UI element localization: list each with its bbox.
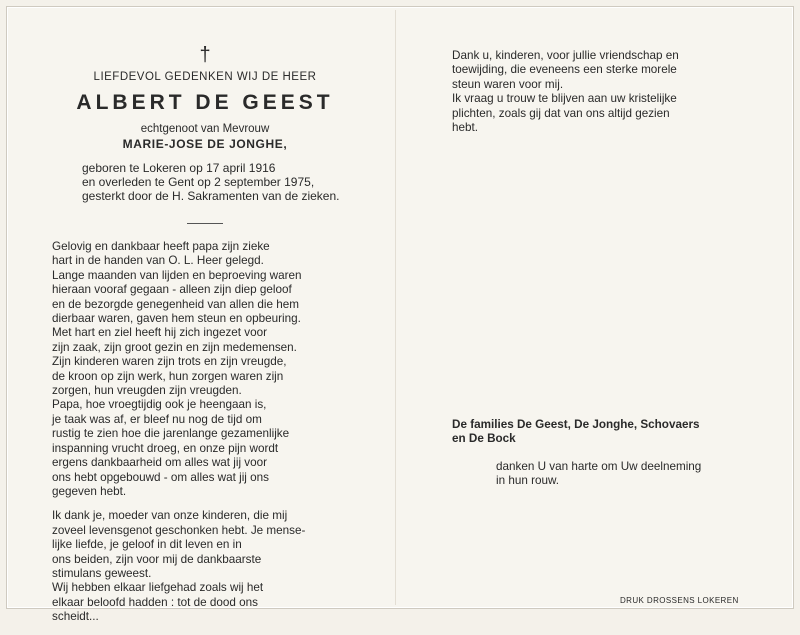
text-line: elkaar beloofd hadden : tot de dood ons: [52, 595, 258, 609]
text-line: De families De Geest, De Jonghe, Schovaers: [452, 418, 700, 431]
sacraments-line: gesterkt door de H. Sakramenten van de zieken.: [82, 189, 340, 203]
text-line: Zijn kinderen waren zijn trots en zijn vreugde,: [52, 355, 287, 369]
families-heading: [452, 418, 782, 447]
printer-imprint: DRUK DROSSENS LOKEREN: [620, 596, 739, 605]
wife-paragraph: [52, 509, 358, 624]
deceased-name: ALBERT DE GEEST: [76, 91, 334, 114]
families-thanks: [496, 460, 786, 489]
text-line: Ik dank je, moeder van onze kinderen, die mij: [52, 509, 288, 523]
text-line: in hun rouw.: [496, 474, 560, 488]
divider: [187, 223, 223, 224]
spouse-name: MARIE-JOSE DE JONGHE,: [122, 137, 288, 151]
text-line: inspanning vrucht droeg, en onze pijn wordt: [52, 441, 279, 455]
text-line: Papa, hoe vroegtijdig ook je heengaan is,: [52, 398, 267, 412]
text-line: danken U van harte om Uw deelneming: [496, 460, 702, 473]
spouse-label: echtgenoot van Mevrouw: [140, 123, 270, 135]
children-thanks: [452, 49, 782, 135]
text-line: Gelovig en dankbaar heeft papa zijn zieke: [52, 240, 270, 253]
text-line: rustig te zien hoe die jarenlange gezamenlijke: [52, 427, 290, 441]
text-line: zijn zaak, zijn groot gezin en zijn medemensen.: [52, 340, 297, 354]
text-line: ergens dankbaarheid om alles wat jij voor: [52, 456, 268, 470]
birth-line: geboren te Lokeren op 17 april 1916: [82, 161, 276, 175]
intro-line: LIEFDEVOL GEDENKEN WIJ DE HEER: [93, 71, 317, 83]
tribute-paragraph: [52, 240, 358, 499]
life-dates: [82, 161, 358, 203]
text-line: stimulans geweest.: [52, 566, 152, 580]
text-line: Lange maanden van lijden en beproeving waren: [52, 268, 302, 282]
left-panel: [52, 44, 358, 635]
text-line: zoveel levensgenot geschonken hebt. Je mense-: [52, 523, 306, 537]
text-line: hieraan vooraf gegaan - alleen zijn diep geloof: [52, 283, 292, 297]
text-line: hart in de handen van O. L. Heer gelegd.: [52, 254, 264, 268]
text-line: Ik vraag u trouw te blijven aan uw kristelijke: [452, 92, 677, 106]
text-line: je taak was af, er bleef nu nog de tijd om: [52, 412, 262, 426]
text-line: hebt.: [452, 121, 478, 135]
text-line: Dank u, kinderen, voor jullie vriendschap en: [452, 49, 679, 62]
text-line: en De Bock: [452, 432, 516, 446]
text-line: scheidt...: [52, 610, 99, 624]
text-line: zorgen, hun vreugden zijn vreugden.: [52, 384, 242, 398]
text-line: plichten, zoals gij dat van ons altijd gezien: [452, 106, 670, 120]
text-line: steun waren voor mij.: [452, 77, 564, 91]
text-line: Wij hebben elkaar liefgehad zoals wij het: [52, 581, 264, 595]
text-line: toewijding, die eveneens een sterke morele: [452, 63, 677, 77]
text-line: de kroon op zijn werk, hun zorgen waren zijn: [52, 369, 284, 383]
text-line: lijke liefde, je geloof in dit leven en in: [52, 538, 242, 552]
text-line: ons beiden, zijn voor mij de dankbaarste: [52, 552, 262, 566]
card-fold: [395, 10, 396, 605]
text-line: dierbaar waren, gaven hem steun en opbeuring.: [52, 312, 301, 326]
text-line: ons hebt opgebouwd - om alles wat jij ons: [52, 470, 269, 484]
text-line: en de bezorgde genegenheid van allen die hem: [52, 297, 299, 311]
text-line: Met hart en ziel heeft hij zich ingezet voor: [52, 326, 268, 340]
death-line: en overleden te Gent op 2 september 1975,: [82, 175, 315, 189]
text-line: gegeven hebt.: [52, 484, 127, 498]
cross-symbol: †: [199, 44, 211, 66]
